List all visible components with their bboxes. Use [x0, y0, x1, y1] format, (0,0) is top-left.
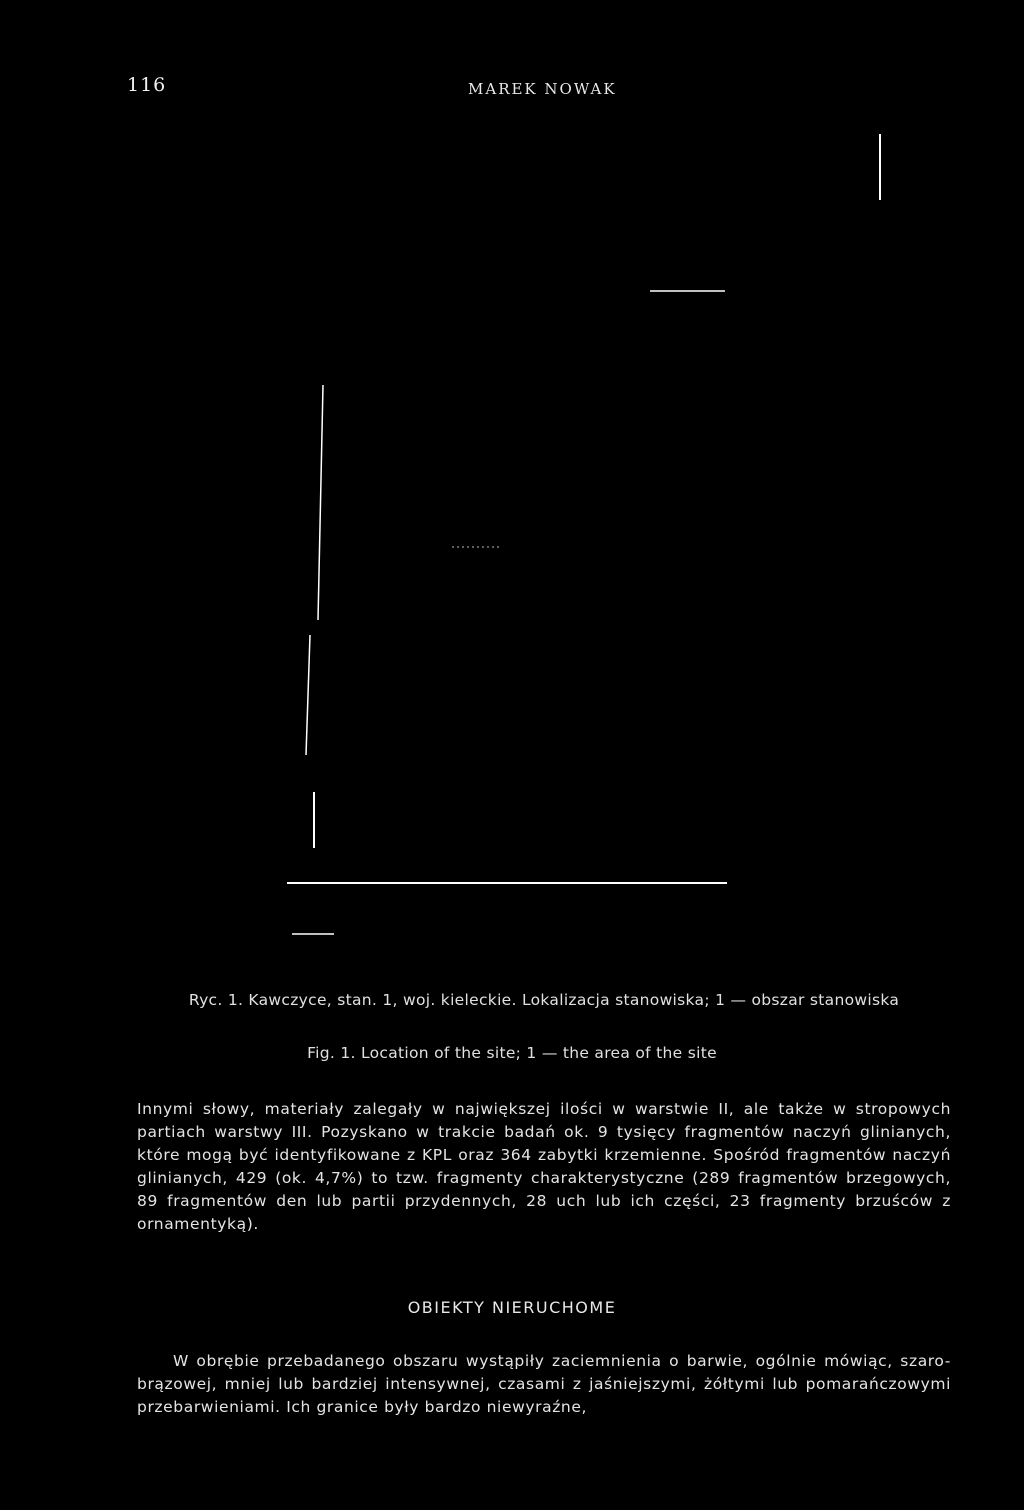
map-line-left-vertical-2 — [306, 635, 310, 755]
page-number: 116 — [127, 74, 167, 96]
section-heading: OBIEKTY NIERUCHOME — [407, 1298, 617, 1317]
location-map-figure — [0, 110, 1024, 960]
map-lines — [0, 110, 1024, 960]
running-head: MAREK NOWAK — [468, 80, 617, 98]
body-paragraph-2: W obrębie przebadanego obszaru wystąpiły zaciemnienia o barwie, ogólnie mówiąc, szaro-brązowej, mniej lub bardziej intensywnej, czasami z jaśniejszymi, żółtymi lub pomarańczowymi przebarwieniami. Ich granice były bardzo niewyraźne, — [137, 1352, 951, 1416]
figure-caption-english: Fig. 1. Location of the site; 1 — the area of the site — [307, 1044, 717, 1062]
map-line-left-vertical-1 — [318, 385, 323, 620]
body-paragraph-1: Innymi słowy, materiały zalegały w największej ilości w warstwie II, ale także w stropowych partiach warstwy III. Pozyskano w trakcie badań ok. 9 tysięcy fragmentów naczyń glinianych, które mogą być identyfikowane z KPL oraz 364 zabytki krzemienne. Spośród fragmentów naczyń glinianych, 429 (ok. 4,7%) to tzw. fragmenty charakterystyczne (289 fragmentów brzegowych, 89 fragmentów den lub partii przydennych, 28 uch lub ich części, 23 fragmenty brzuśców z ornamentyką). — [137, 1100, 951, 1233]
figure-caption-polish: Ryc. 1. Kawczyce, stan. 1, woj. kieleckie. Lokalizacja stanowiska; 1 — obszar stanowiska — [188, 991, 900, 1009]
